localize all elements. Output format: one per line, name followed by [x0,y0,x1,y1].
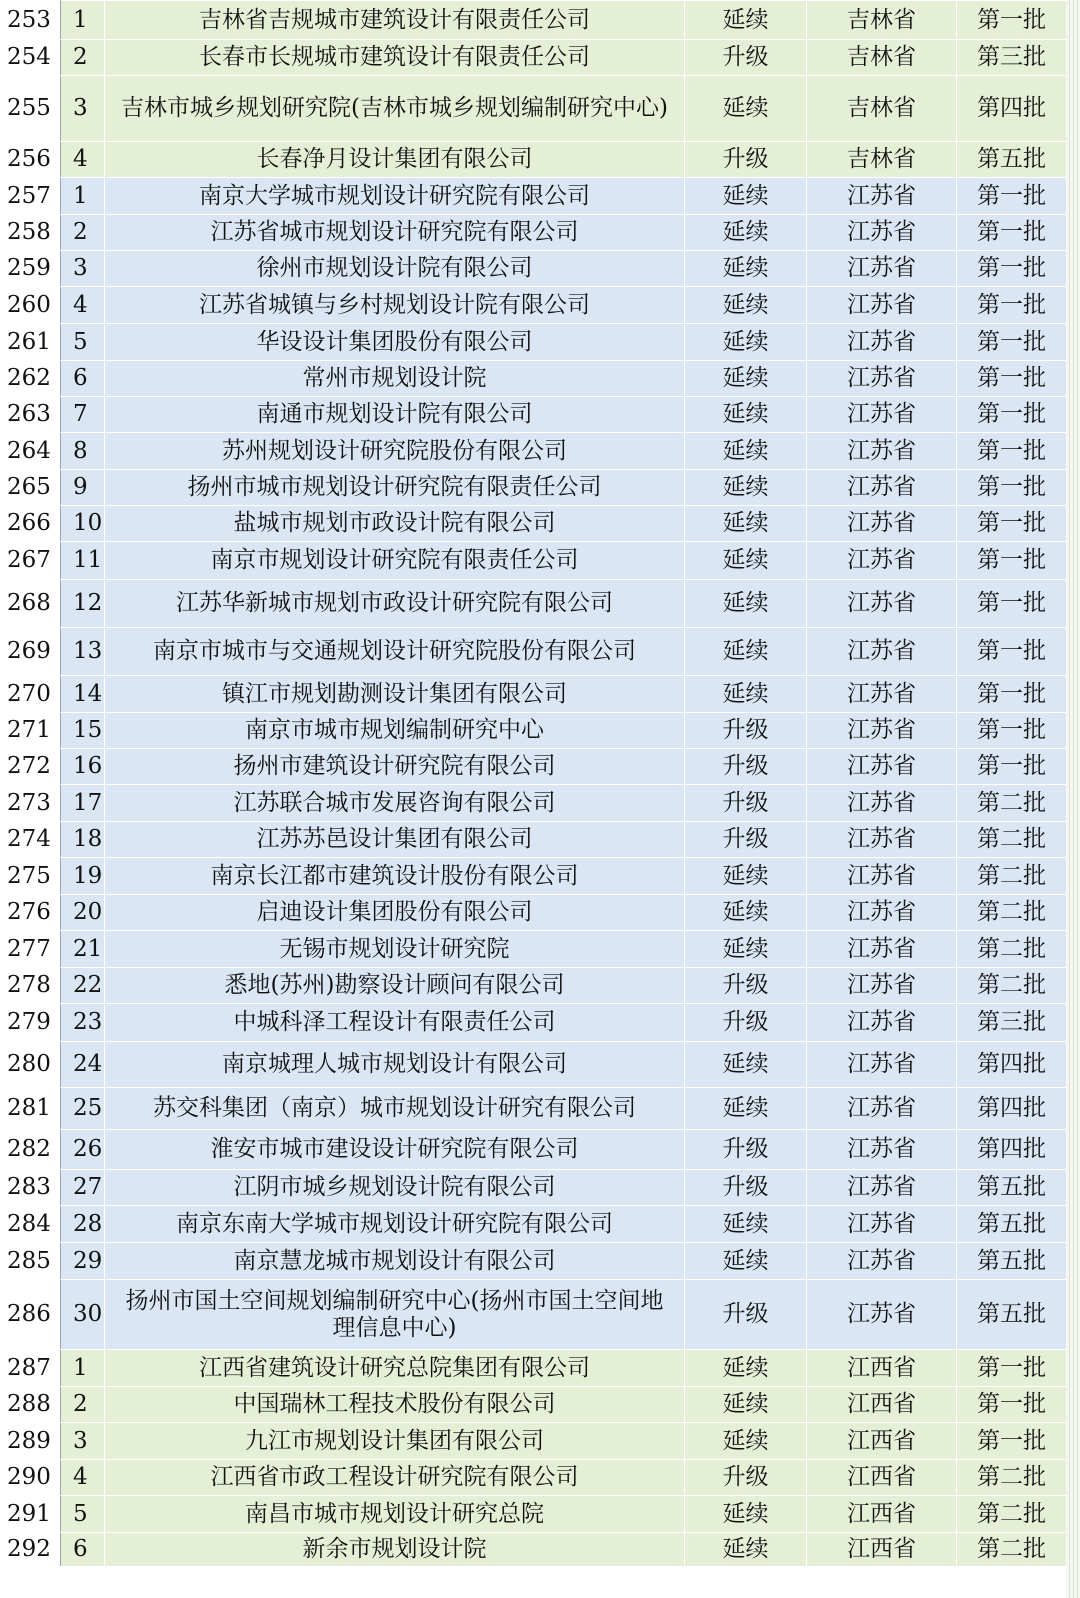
row-index-cell: 264 [1,433,61,470]
table-row [1,1460,1067,1496]
application-type-cell: 延续 [685,1042,807,1088]
row-index-cell: 263 [1,397,61,433]
row-index-cell: 277 [1,931,61,968]
table-row [1,858,1067,895]
application-type-cell: 延续 [685,1,807,40]
company-name-cell: 南京市规划设计研究院有限责任公司 [105,542,685,580]
table-row [1,40,1067,76]
row-index-cell: 256 [1,142,61,178]
batch-cell: 第四批 [957,1088,1067,1130]
row-index-cell: 259 [1,251,61,287]
province-cell: 江苏省 [807,178,957,215]
table-row [1,1130,1067,1170]
sequence-number-cell: 6 [61,1533,105,1567]
sequence-number-cell: 4 [61,287,105,324]
company-name-cell: 长春市长规城市建筑设计有限责任公司 [105,40,685,76]
province-cell: 江苏省 [807,628,957,676]
batch-cell: 第五批 [957,1280,1067,1350]
application-type-cell: 延续 [685,628,807,676]
company-name-cell: 华设设计集团股份有限公司 [105,324,685,361]
province-cell: 江西省 [807,1387,957,1423]
sequence-number-cell: 3 [61,251,105,287]
batch-cell: 第一批 [957,470,1067,506]
batch-cell: 第一批 [957,628,1067,676]
company-name-cell: 淮安市城市建设设计研究院有限公司 [105,1130,685,1170]
company-name-cell: 九江市规划设计集团有限公司 [105,1423,685,1460]
application-type-cell: 延续 [685,858,807,895]
province-cell: 江苏省 [807,1206,957,1243]
sequence-number-cell: 2 [61,1387,105,1423]
application-type-cell: 延续 [685,397,807,433]
application-type-cell: 延续 [685,324,807,361]
table-row [1,628,1067,676]
row-index-cell: 260 [1,287,61,324]
row-index-cell: 268 [1,580,61,628]
sequence-number-cell: 16 [61,749,105,785]
application-type-cell: 延续 [685,1243,807,1280]
row-index-cell: 289 [1,1423,61,1460]
application-type-cell: 升级 [685,749,807,785]
sequence-number-cell: 22 [61,968,105,1004]
row-index-cell: 283 [1,1170,61,1206]
application-type-cell: 延续 [685,361,807,397]
row-index-cell: 270 [1,676,61,713]
province-cell: 江苏省 [807,676,957,713]
company-name-cell: 南京市城市与交通规划设计研究院股份有限公司 [105,628,685,676]
province-cell: 江苏省 [807,1170,957,1206]
application-type-cell: 延续 [685,433,807,470]
table-row [1,1423,1067,1460]
table-row [1,968,1067,1004]
company-name-cell: 江苏华新城市规划市政设计研究院有限公司 [105,580,685,628]
province-cell: 江西省 [807,1350,957,1387]
province-cell: 江苏省 [807,785,957,822]
company-name-cell: 南昌市城市规划设计研究总院 [105,1496,685,1533]
company-name-cell: 中城科泽工程设计有限责任公司 [105,1004,685,1042]
table-row [1,1088,1067,1130]
application-type-cell: 升级 [685,1170,807,1206]
sequence-number-cell: 9 [61,470,105,506]
sequence-number-cell: 8 [61,433,105,470]
table-row [1,785,1067,822]
application-type-cell: 延续 [685,506,807,542]
batch-cell: 第四批 [957,76,1067,142]
table-row [1,1350,1067,1387]
province-cell: 吉林省 [807,76,957,142]
company-name-cell: 南通市规划设计院有限公司 [105,397,685,433]
company-name-cell: 江苏苏邑设计集团有限公司 [105,822,685,858]
company-name-cell: 新余市规划设计院 [105,1533,685,1567]
row-index-cell: 266 [1,506,61,542]
sequence-number-cell: 1 [61,1,105,40]
batch-cell: 第五批 [957,142,1067,178]
company-name-cell: 苏交科集团（南京）城市规划设计研究有限公司 [105,1088,685,1130]
application-type-cell: 延续 [685,1206,807,1243]
row-index-cell: 291 [1,1496,61,1533]
application-type-cell: 升级 [685,785,807,822]
company-name-cell: 江苏省城镇与乡村规划设计院有限公司 [105,287,685,324]
province-cell: 江苏省 [807,968,957,1004]
sequence-number-cell: 1 [61,178,105,215]
sequence-number-cell: 4 [61,1460,105,1496]
company-name-cell: 南京市城市规划编制研究中心 [105,713,685,749]
batch-cell: 第一批 [957,1,1067,40]
row-index-cell: 258 [1,215,61,251]
batch-cell: 第一批 [957,215,1067,251]
province-cell: 吉林省 [807,1,957,40]
application-type-cell: 升级 [685,822,807,858]
company-name-cell: 江西省建筑设计研究总院集团有限公司 [105,1350,685,1387]
company-name-cell: 常州市规划设计院 [105,361,685,397]
province-cell: 江苏省 [807,1280,957,1350]
sequence-number-cell: 30 [61,1280,105,1350]
table-row [1,676,1067,713]
application-type-cell: 延续 [685,1496,807,1533]
company-name-cell: 南京城理人城市规划设计有限公司 [105,1042,685,1088]
table-row [1,1496,1067,1533]
row-index-cell: 255 [1,76,61,142]
batch-cell: 第五批 [957,1206,1067,1243]
table-row [1,822,1067,858]
batch-cell: 第一批 [957,1350,1067,1387]
province-cell: 江苏省 [807,931,957,968]
batch-cell: 第一批 [957,749,1067,785]
table-row [1,931,1067,968]
table-row [1,1533,1067,1567]
sequence-number-cell: 20 [61,895,105,931]
province-cell: 江西省 [807,1533,957,1567]
province-cell: 江西省 [807,1460,957,1496]
row-index-cell: 253 [1,1,61,40]
sequence-number-cell: 5 [61,1496,105,1533]
province-cell: 江西省 [807,1423,957,1460]
batch-cell: 第二批 [957,931,1067,968]
sequence-number-cell: 4 [61,142,105,178]
application-type-cell: 延续 [685,542,807,580]
batch-cell: 第一批 [957,361,1067,397]
company-name-cell: 南京大学城市规划设计研究院有限公司 [105,178,685,215]
batch-cell: 第四批 [957,1130,1067,1170]
table-row [1,1387,1067,1423]
table-row [1,397,1067,433]
company-name-cell: 南京长江都市建筑设计股份有限公司 [105,858,685,895]
row-index-cell: 262 [1,361,61,397]
province-cell: 吉林省 [807,40,957,76]
application-type-cell: 延续 [685,178,807,215]
batch-cell: 第二批 [957,895,1067,931]
application-type-cell: 升级 [685,713,807,749]
batch-cell: 第一批 [957,676,1067,713]
sequence-number-cell: 15 [61,713,105,749]
province-cell: 江苏省 [807,433,957,470]
batch-cell: 第一批 [957,1387,1067,1423]
company-name-cell: 徐州市规划设计院有限公司 [105,251,685,287]
batch-cell: 第二批 [957,1460,1067,1496]
batch-cell: 第二批 [957,1533,1067,1567]
batch-cell: 第二批 [957,858,1067,895]
row-index-cell: 282 [1,1130,61,1170]
application-type-cell: 延续 [685,1423,807,1460]
application-type-cell: 延续 [685,895,807,931]
table-row [1,749,1067,785]
sequence-number-cell: 5 [61,324,105,361]
province-cell: 江苏省 [807,580,957,628]
application-type-cell: 升级 [685,1130,807,1170]
application-type-cell: 延续 [685,470,807,506]
row-index-cell: 284 [1,1206,61,1243]
sequence-number-cell: 18 [61,822,105,858]
table-row [1,1004,1067,1042]
company-name-cell: 长春净月设计集团有限公司 [105,142,685,178]
company-name-cell: 悉地(苏州)勘察设计顾问有限公司 [105,968,685,1004]
company-name-cell: 盐城市规划市政设计院有限公司 [105,506,685,542]
province-cell: 江苏省 [807,251,957,287]
application-type-cell: 延续 [685,931,807,968]
province-cell: 江苏省 [807,324,957,361]
page-edge [1066,0,1080,1598]
application-type-cell: 升级 [685,142,807,178]
province-cell: 江苏省 [807,1088,957,1130]
batch-cell: 第三批 [957,40,1067,76]
company-name-cell: 镇江市规划勘测设计集团有限公司 [105,676,685,713]
table-row [1,1206,1067,1243]
table-row [1,506,1067,542]
batch-cell: 第一批 [957,324,1067,361]
province-cell: 江苏省 [807,542,957,580]
sequence-number-cell: 3 [61,1423,105,1460]
company-name-cell: 江苏联合城市发展咨询有限公司 [105,785,685,822]
company-name-cell: 江西省市政工程设计研究院有限公司 [105,1460,685,1496]
table-row [1,142,1067,178]
sequence-number-cell: 1 [61,1350,105,1387]
company-name-cell: 扬州市城市规划设计研究院有限责任公司 [105,470,685,506]
row-index-cell: 292 [1,1533,61,1567]
sequence-number-cell: 17 [61,785,105,822]
sequence-number-cell: 26 [61,1130,105,1170]
row-index-cell: 272 [1,749,61,785]
table-row [1,251,1067,287]
application-type-cell: 升级 [685,1004,807,1042]
table-row [1,1042,1067,1088]
table-row [1,361,1067,397]
table-row [1,713,1067,749]
row-index-cell: 290 [1,1460,61,1496]
row-index-cell: 269 [1,628,61,676]
table-row [1,542,1067,580]
application-type-cell: 延续 [685,1350,807,1387]
sequence-number-cell: 19 [61,858,105,895]
sequence-number-cell: 21 [61,931,105,968]
province-cell: 江苏省 [807,215,957,251]
batch-cell: 第二批 [957,785,1067,822]
batch-cell: 第一批 [957,433,1067,470]
sequence-number-cell: 3 [61,76,105,142]
application-type-cell: 延续 [685,76,807,142]
table-row [1,324,1067,361]
company-name-cell: 启迪设计集团股份有限公司 [105,895,685,931]
province-cell: 江苏省 [807,1042,957,1088]
table-row [1,76,1067,142]
table-row [1,287,1067,324]
sequence-number-cell: 10 [61,506,105,542]
table-body [1,1,1067,1567]
province-cell: 江苏省 [807,749,957,785]
row-index-cell: 273 [1,785,61,822]
batch-cell: 第一批 [957,287,1067,324]
batch-cell: 第一批 [957,397,1067,433]
batch-cell: 第一批 [957,251,1067,287]
sequence-number-cell: 29 [61,1243,105,1280]
batch-cell: 第五批 [957,1170,1067,1206]
application-type-cell: 升级 [685,1460,807,1496]
batch-cell: 第一批 [957,1423,1067,1460]
batch-cell: 第四批 [957,1042,1067,1088]
province-cell: 江苏省 [807,361,957,397]
table-row [1,1170,1067,1206]
province-cell: 江苏省 [807,470,957,506]
sequence-number-cell: 14 [61,676,105,713]
province-cell: 江苏省 [807,287,957,324]
company-name-cell: 中国瑞林工程技术股份有限公司 [105,1387,685,1423]
batch-cell: 第二批 [957,968,1067,1004]
province-cell: 江苏省 [807,895,957,931]
sequence-number-cell: 27 [61,1170,105,1206]
row-index-cell: 261 [1,324,61,361]
application-type-cell: 延续 [685,1533,807,1567]
application-type-cell: 延续 [685,580,807,628]
row-index-cell: 287 [1,1350,61,1387]
company-name-cell: 扬州市国土空间规划编制研究中心(扬州市国土空间地理信息中心) [105,1280,685,1350]
sequence-number-cell: 25 [61,1088,105,1130]
batch-cell: 第一批 [957,542,1067,580]
province-cell: 江苏省 [807,713,957,749]
application-type-cell: 升级 [685,968,807,1004]
application-type-cell: 升级 [685,40,807,76]
table-row [1,895,1067,931]
batch-cell: 第一批 [957,713,1067,749]
sequence-number-cell: 11 [61,542,105,580]
row-index-cell: 267 [1,542,61,580]
application-type-cell: 延续 [685,287,807,324]
province-cell: 江苏省 [807,1004,957,1042]
row-index-cell: 254 [1,40,61,76]
province-cell: 江苏省 [807,822,957,858]
sequence-number-cell: 2 [61,40,105,76]
sequence-number-cell: 23 [61,1004,105,1042]
table-row [1,1280,1067,1350]
batch-cell: 第二批 [957,822,1067,858]
row-index-cell: 265 [1,470,61,506]
table-row [1,1,1067,40]
sequence-number-cell: 28 [61,1206,105,1243]
company-name-cell: 扬州市建筑设计研究院有限公司 [105,749,685,785]
sequence-number-cell: 24 [61,1042,105,1088]
province-cell: 江苏省 [807,858,957,895]
batch-cell: 第二批 [957,1496,1067,1533]
company-name-cell: 江阴市城乡规划设计院有限公司 [105,1170,685,1206]
table-row [1,1243,1067,1280]
province-cell: 吉林省 [807,142,957,178]
company-name-cell: 江苏省城市规划设计研究院有限公司 [105,215,685,251]
table-row [1,178,1067,215]
application-type-cell: 延续 [685,1387,807,1423]
sequence-number-cell: 6 [61,361,105,397]
row-index-cell: 280 [1,1042,61,1088]
company-name-cell: 无锡市规划设计研究院 [105,931,685,968]
row-index-cell: 286 [1,1280,61,1350]
table-row [1,580,1067,628]
province-cell: 江西省 [807,1496,957,1533]
company-name-cell: 吉林省吉规城市建筑设计有限责任公司 [105,1,685,40]
application-type-cell: 延续 [685,1088,807,1130]
row-index-cell: 276 [1,895,61,931]
batch-cell: 第一批 [957,506,1067,542]
province-cell: 江苏省 [807,397,957,433]
row-index-cell: 279 [1,1004,61,1042]
company-name-cell: 南京慧龙城市规划设计有限公司 [105,1243,685,1280]
application-type-cell: 延续 [685,215,807,251]
row-index-cell: 274 [1,822,61,858]
batch-cell: 第一批 [957,178,1067,215]
row-index-cell: 285 [1,1243,61,1280]
province-cell: 江苏省 [807,506,957,542]
sequence-number-cell: 12 [61,580,105,628]
province-cell: 江苏省 [807,1243,957,1280]
row-index-cell: 271 [1,713,61,749]
application-type-cell: 升级 [685,1280,807,1350]
sequence-number-cell: 13 [61,628,105,676]
batch-cell: 第五批 [957,1243,1067,1280]
row-index-cell: 288 [1,1387,61,1423]
sequence-number-cell: 7 [61,397,105,433]
row-index-cell: 257 [1,178,61,215]
table-row [1,470,1067,506]
batch-cell: 第一批 [957,580,1067,628]
table-row [1,433,1067,470]
table-row [1,215,1067,251]
company-name-cell: 苏州规划设计研究院股份有限公司 [105,433,685,470]
application-type-cell: 延续 [685,676,807,713]
batch-cell: 第三批 [957,1004,1067,1042]
application-type-cell: 延续 [685,251,807,287]
company-name-cell: 吉林市城乡规划研究院(吉林市城乡规划编制研究中心) [105,76,685,142]
province-cell: 江苏省 [807,1130,957,1170]
company-name-cell: 南京东南大学城市规划设计研究院有限公司 [105,1206,685,1243]
row-index-cell: 278 [1,968,61,1004]
row-index-cell: 275 [1,858,61,895]
row-index-cell: 281 [1,1088,61,1130]
sequence-number-cell: 2 [61,215,105,251]
